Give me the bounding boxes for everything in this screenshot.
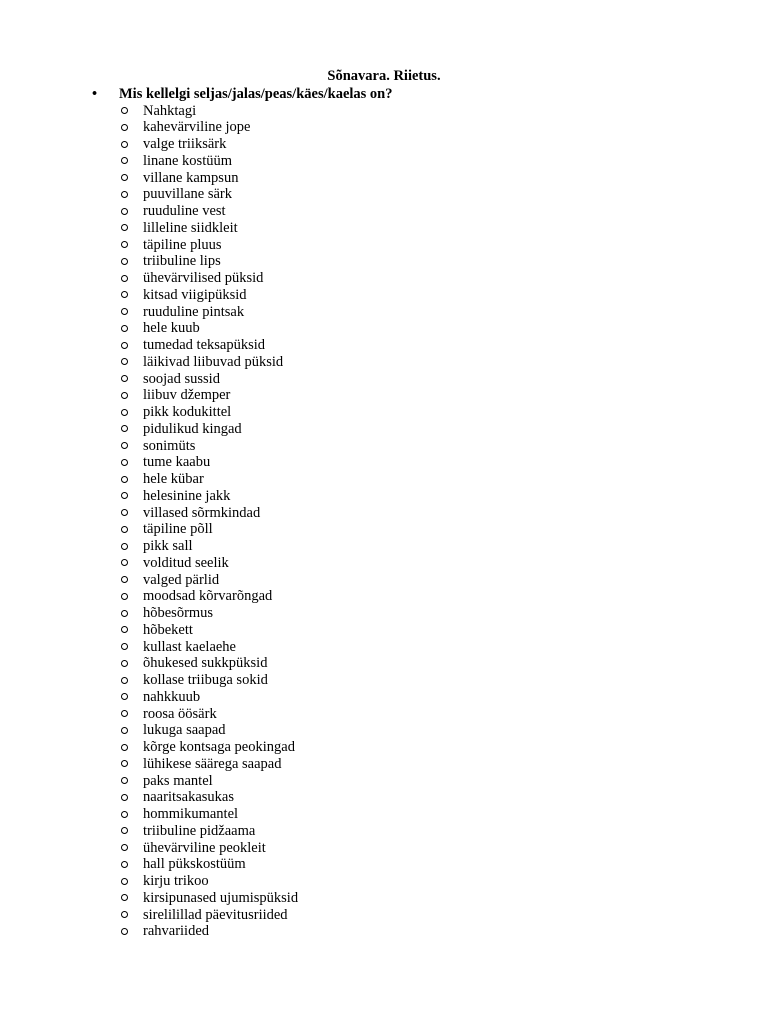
- hollow-circle-bullet-icon: [121, 124, 128, 131]
- list-item: [120, 639, 298, 656]
- hollow-circle-bullet-icon: [121, 777, 128, 784]
- list-item: [120, 555, 298, 572]
- list-item-text: valged pärlid: [143, 571, 220, 588]
- list-item-text: puuvillane särk: [143, 186, 232, 203]
- hollow-circle-bullet-icon: [121, 342, 128, 349]
- list-item-text: tume kaabu: [143, 454, 211, 471]
- list-item: [120, 371, 298, 388]
- list-item: [120, 655, 298, 672]
- list-item: [120, 823, 298, 840]
- document-title: Sõnavara. Riietus.: [327, 68, 441, 84]
- hollow-circle-bullet-icon: [121, 258, 128, 265]
- list-item: [120, 572, 298, 589]
- hollow-circle-bullet-icon: [121, 794, 128, 801]
- list-item: [120, 270, 298, 287]
- hollow-circle-bullet-icon: [121, 878, 128, 885]
- list-item-text: kahevärviline jope: [143, 119, 251, 136]
- hollow-circle-bullet-icon: [121, 559, 128, 566]
- list-item-text: kõrge kontsaga peokingad: [143, 739, 295, 755]
- hollow-circle-bullet-icon: [121, 241, 128, 248]
- hollow-circle-bullet-icon: [121, 191, 128, 198]
- hollow-circle-bullet-icon: [121, 811, 128, 818]
- question-text: Mis kellelgi seljas/jalas/peas/käes/kaelas on?: [119, 86, 393, 102]
- list-item-text: linane kostüüm: [143, 152, 233, 169]
- hollow-circle-bullet-icon: [121, 492, 128, 499]
- list-item-text: tumedad teksapüksid: [143, 337, 266, 353]
- list-item: [120, 438, 298, 455]
- list-item: [120, 622, 298, 639]
- list-item: [120, 471, 298, 488]
- list-item-text: valge triiksärk: [143, 136, 227, 152]
- hollow-circle-bullet-icon: [121, 576, 128, 583]
- list-item-text: pikk kodukittel: [143, 404, 232, 420]
- list-item: [120, 488, 298, 505]
- hollow-circle-bullet-icon: [121, 626, 128, 633]
- list-item-text: kirju trikoo: [143, 873, 209, 889]
- hollow-circle-bullet-icon: [121, 375, 128, 382]
- list-item-text: läikivad liibuvad püksid: [143, 353, 284, 370]
- list-item-text: rahvariided: [143, 923, 210, 940]
- list-item: [120, 103, 298, 120]
- hollow-circle-bullet-icon: [121, 911, 128, 918]
- list-item: [120, 856, 298, 873]
- hollow-circle-bullet-icon: [121, 459, 128, 466]
- list-item: [120, 387, 298, 404]
- hollow-circle-bullet-icon: [121, 760, 128, 767]
- list-item: [120, 404, 298, 421]
- list-item: [120, 706, 298, 723]
- list-item: [120, 119, 298, 136]
- hollow-circle-bullet-icon: [121, 827, 128, 834]
- hollow-circle-bullet-icon: [121, 442, 128, 449]
- hollow-circle-bullet-icon: [121, 425, 128, 432]
- list-item-text: täpiline pluus: [143, 236, 222, 253]
- hollow-circle-bullet-icon: [121, 509, 128, 516]
- list-item-text: Nahktagi: [143, 102, 197, 119]
- list-item-text: paks mantel: [143, 772, 213, 789]
- hollow-circle-bullet-icon: [121, 275, 128, 282]
- list-item: [120, 203, 298, 220]
- hollow-circle-bullet-icon: [121, 727, 128, 734]
- list-item: [120, 773, 298, 790]
- list-item-text: lilleline siidkleit: [143, 219, 238, 236]
- list-item: [120, 890, 298, 907]
- list-item-text: moodsad kõrvarõngad: [143, 588, 273, 605]
- list-item-text: nahkkuub: [143, 688, 201, 705]
- hollow-circle-bullet-icon: [121, 174, 128, 181]
- list-item-text: lukuga saapad: [143, 722, 226, 739]
- list-item-text: kitsad viigipüksid: [143, 286, 247, 303]
- list-item: [120, 722, 298, 739]
- hollow-circle-bullet-icon: [121, 928, 128, 935]
- list-item: [120, 588, 298, 605]
- list-item-text: sonimüts: [143, 437, 196, 454]
- hollow-circle-bullet-icon: [121, 643, 128, 650]
- hollow-circle-bullet-icon: [121, 157, 128, 164]
- hollow-circle-bullet-icon: [121, 894, 128, 901]
- list-item-text: liibuv džemper: [143, 387, 231, 404]
- hollow-circle-bullet-icon: [121, 861, 128, 868]
- hollow-circle-bullet-icon: [121, 409, 128, 416]
- list-item-text: hall pükskostüüm: [143, 856, 246, 873]
- list-item-text: õhukesed sukkpüksid: [143, 655, 268, 672]
- list-item-text: hele kübar: [143, 471, 204, 487]
- hollow-circle-bullet-icon: [121, 224, 128, 231]
- hollow-circle-bullet-icon: [121, 710, 128, 717]
- hollow-circle-bullet-icon: [121, 610, 128, 617]
- list-item-text: triibuline pidžaama: [143, 822, 256, 839]
- hollow-circle-bullet-icon: [121, 291, 128, 298]
- list-item: [120, 153, 298, 170]
- list-item-text: täpiline põll: [143, 521, 213, 538]
- list-item: [120, 789, 298, 806]
- hollow-circle-bullet-icon: [121, 107, 128, 114]
- list-item: [120, 220, 298, 237]
- list-item-text: ruuduline vest: [143, 203, 226, 219]
- bullet-icon: •: [92, 86, 98, 102]
- list-item-text: lühikese säärega saapad: [143, 755, 282, 772]
- list-item: [120, 907, 298, 924]
- list-item-text: hommikumantel: [143, 806, 239, 822]
- hollow-circle-bullet-icon: [121, 677, 128, 684]
- list-item: [120, 672, 298, 689]
- list-item-text: hele kuub: [143, 320, 200, 337]
- list-item-text: kirsipunased ujumispüksid: [143, 889, 299, 906]
- list-item: [120, 840, 298, 857]
- list-item-text: naaritsakasukas: [143, 789, 234, 806]
- list-item: [120, 605, 298, 622]
- list-item-text: roosa öösärk: [143, 705, 217, 722]
- list-item-text: ühevärviline peokleit: [143, 839, 266, 856]
- list-item: [120, 337, 298, 354]
- list-item: [120, 186, 298, 203]
- list-item: [120, 354, 298, 371]
- hollow-circle-bullet-icon: [121, 660, 128, 667]
- list-item: [120, 136, 298, 153]
- list-item-text: kollase triibuga sokid: [143, 672, 268, 688]
- hollow-circle-bullet-icon: [121, 325, 128, 332]
- hollow-circle-bullet-icon: [121, 543, 128, 550]
- hollow-circle-bullet-icon: [121, 526, 128, 533]
- hollow-circle-bullet-icon: [121, 208, 128, 215]
- list-item-text: villased sõrmkindad: [143, 504, 261, 521]
- list-item: [120, 806, 298, 823]
- hollow-circle-bullet-icon: [121, 358, 128, 365]
- list-item-text: pikk sall: [143, 538, 193, 554]
- list-item-text: soojad sussid: [143, 370, 220, 387]
- list-item: [120, 521, 298, 538]
- hollow-circle-bullet-icon: [121, 693, 128, 700]
- list-item: [120, 454, 298, 471]
- list-item-text: ühevärvilised püksid: [143, 270, 264, 286]
- list-item-text: pidulikud kingad: [143, 420, 242, 437]
- question-bullet-item: [92, 86, 393, 103]
- list-item-text: kullast kaelaehe: [143, 638, 236, 655]
- vocabulary-list: [120, 103, 298, 941]
- hollow-circle-bullet-icon: [121, 392, 128, 399]
- hollow-circle-bullet-icon: [121, 476, 128, 483]
- list-item-text: helesinine jakk: [143, 487, 231, 504]
- hollow-circle-bullet-icon: [121, 593, 128, 600]
- list-item: [120, 739, 298, 756]
- hollow-circle-bullet-icon: [121, 141, 128, 148]
- list-item: [120, 253, 298, 270]
- list-item: [120, 923, 298, 940]
- list-item: [120, 689, 298, 706]
- list-item-text: ruuduline pintsak: [143, 303, 245, 320]
- list-item-text: hõbesõrmus: [143, 605, 214, 621]
- list-item-text: volditud seelik: [143, 554, 229, 571]
- list-item: [120, 873, 298, 890]
- list-item-text: villane kampsun: [143, 169, 239, 186]
- hollow-circle-bullet-icon: [121, 744, 128, 751]
- list-item-text: triibuline lips: [143, 253, 221, 270]
- list-item: [120, 170, 298, 187]
- list-item: [120, 756, 298, 773]
- list-item: [120, 421, 298, 438]
- list-item-text: hõbekett: [143, 621, 193, 638]
- list-item-text: sirelilillad päevitusriided: [143, 906, 288, 923]
- list-item: [120, 320, 298, 337]
- hollow-circle-bullet-icon: [121, 308, 128, 315]
- list-item: [120, 538, 298, 555]
- list-item: [120, 505, 298, 522]
- list-item: [120, 304, 298, 321]
- list-item: [120, 287, 298, 304]
- list-item: [120, 237, 298, 254]
- hollow-circle-bullet-icon: [121, 844, 128, 851]
